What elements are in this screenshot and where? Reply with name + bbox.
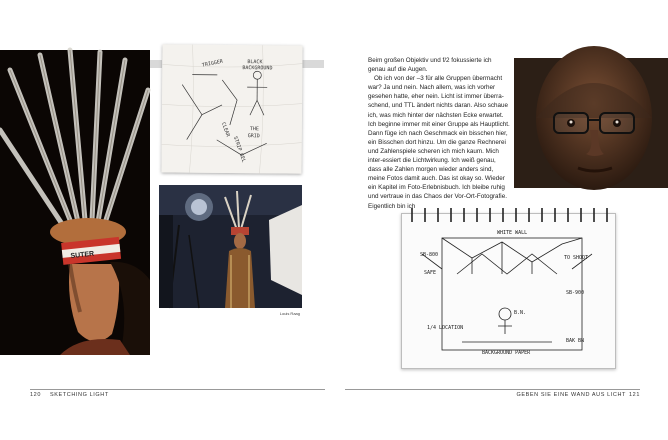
sketch-note: SAFE — [424, 270, 437, 276]
footer-rule — [345, 389, 640, 390]
headdress-band-text: SUTER — [70, 250, 95, 261]
portrait-headdress-photo — [0, 50, 150, 355]
portrait-man-glasses-photo — [514, 58, 668, 188]
sketch-note: SB-900 — [566, 290, 585, 296]
right-running-head: GEBEN SIE EINE WAND AUS LICHT — [516, 392, 626, 398]
left-folio-number: 120 — [30, 392, 41, 398]
body-paragraph: Ob ich von der –3 für alle Gruppen übermacht war? Ja und nein. Nach allem, was ich vorher gesehen hatte, eher nein. Licht ist immer überra-schend, und TTL ändert nichts daran. Also schaue ich, was mich hinter der nächsten Ecke erwartet. Ich beginne immer mit einer Gruppe als Hauptlicht. Dann füge ich nach Geschmack ein bisschen hier, ein Bisschen dort hinzu. Um die ganze Rechnerei und Zahlenspiele scheren ich mich kaum. Mich inter-essiert die Lichtwirkung. Ich weiß genau, dass alle Zahlen morgen wieder anders sind, meine Fotos damit auch. Das ist okay so. Wieder ein Kapitel im Foto-Erlebnisbuch. Ich bleibe ruhig und vertraue in das Chaos der Vor-Ort-Fotografie. Eigentlich bin ich — [368, 75, 510, 210]
behind-the-scenes-photo — [159, 185, 302, 316]
napkin-note: STRIP GEL — [231, 135, 247, 164]
sketch-note: SB-800 — [420, 252, 439, 258]
sketch-note: 1/4 LOCATION — [427, 325, 464, 331]
sketch-note: BAK BN — [566, 338, 585, 344]
napkin-lighting-sketch — [161, 44, 302, 173]
napkin-note: BLACK — [247, 59, 263, 66]
decorative-band — [150, 60, 162, 68]
napkin-note: TRIGGER — [201, 58, 224, 69]
sketchbook-lighting-diagram — [401, 213, 616, 369]
body-text — [368, 56, 510, 211]
sketch-note: B.N. — [514, 310, 527, 316]
decorative-band — [302, 60, 324, 68]
sketch-note: WHITE WALL — [497, 230, 528, 236]
body-paragraph: Beim großen Objektiv und f/2 fokussierte ich genau auf die Augen. — [368, 57, 492, 74]
footer-rule — [30, 389, 325, 390]
napkin-note: CLEAR — [219, 121, 231, 138]
sketch-note: TO SHOOT — [564, 255, 589, 261]
right-folio-number: 121 — [629, 392, 640, 398]
photo-credit: Louis Raag — [279, 311, 300, 316]
left-running-head: SKETCHING LIGHT — [50, 392, 109, 398]
napkin-note: BACKGROUND — [242, 65, 273, 72]
napkin-note: GRID — [247, 133, 260, 140]
sketch-note: BACKGROUND PAPER — [482, 350, 531, 356]
napkin-note: THE — [249, 126, 259, 133]
